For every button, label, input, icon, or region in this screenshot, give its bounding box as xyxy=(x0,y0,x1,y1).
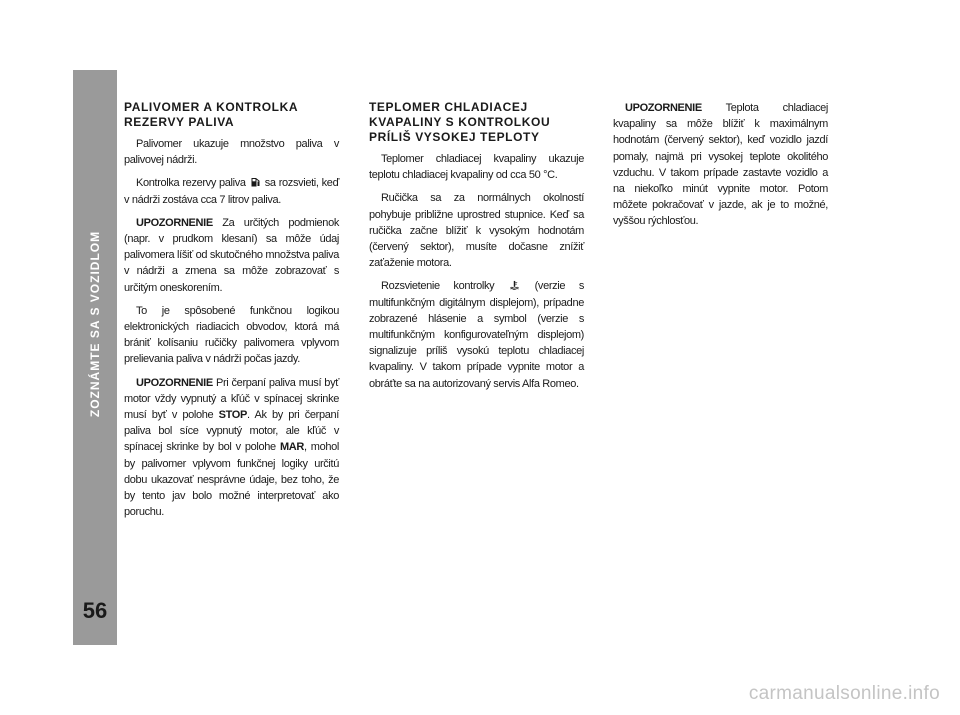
page-number: 56 xyxy=(82,598,108,623)
paragraph xyxy=(369,278,584,391)
paragraph: Teplomer chladiacej kvapaliny ukazuje teplotu chladiacej kvapaliny od cca 50 °C. xyxy=(369,153,584,182)
text: Teplota chladiacej kvapaliny sa môže blížiť k maximálnym hodnotám (červený sektor), keď vozidlo jazdí pomaly, najmä pri vysokej teplote okolitého vzduchu. V takom prípade zastavte vozidlo a na niekoľko minút vypnite motor. Potom môžete pokračovať v jazde, ak je to možné, vyššou rýchlosťou. xyxy=(613,102,828,228)
paragraph: Palivomer ukazuje množstvo paliva v palivovej nádrži. xyxy=(124,138,339,167)
text: Kontrolka rezervy paliva xyxy=(136,177,246,190)
key-position-stop: STOP xyxy=(218,409,247,422)
warning-label: UPOZORNENIE xyxy=(625,102,702,114)
heading-coolant-gauge: TEPLOMER CHLADIACEJ KVAPALINY S KONTROLKOU PRÍLIŠ VYSOKEJ TEPLOTY xyxy=(369,100,551,144)
coolant-temperature-icon xyxy=(510,280,519,290)
column-3 xyxy=(613,100,828,237)
column-2 xyxy=(369,100,584,399)
heading-fuel-gauge: PALIVOMER A KONTROLKA REZERVY PALIVA xyxy=(124,100,298,129)
paragraph xyxy=(124,175,339,207)
key-position-mar: MAR xyxy=(279,441,304,454)
column-1 xyxy=(124,100,339,527)
text: Pri čerpaní paliva musí byť motor vždy vypnutý a kľúč v spínacej skrinke musí byť v polohe xyxy=(124,376,339,422)
paragraph-warning xyxy=(124,215,339,296)
warning-label: UPOZORNENIE xyxy=(136,376,213,389)
text: sa rozsvieti, keď v nádrži zostáva cca 7 litrov paliva. xyxy=(124,177,339,206)
sidebar xyxy=(73,70,117,645)
fuel-pump-icon xyxy=(251,177,260,187)
paragraph: Ručička sa za normálnych okolností pohybuje približne uprostred stupnice. Keď sa ručička začne blížiť k vysokým hodnotám (červený sektor), musíte dočasne znížiť zaťaženie motora. xyxy=(369,192,584,270)
text: . Ak by pri čerpaní paliva bol síce vypnutý motor, ale kľúč v spínacej skrinke by bol v polohe xyxy=(124,409,339,454)
text: Za určitých podmienok (napr. v prudkom klesaní) sa môže údaj palivomera líšiť od skutočného množstva paliva v nádrži a zmena sa môže zobrazovať s určitým oneskorením. xyxy=(124,216,339,294)
paragraph-warning xyxy=(124,375,339,521)
text: (verzie s multifunkčným digitálnym displejom), prípadne zobrazené hlásenie a symbol (verzie s multifunkčným konfigurovateľným displejom) signalizuje príliš vysokú teplotu chladiacej kvapaliny. V takom prípade vypnite motor a obráťte sa na autorizovaný servis Alfa Romeo. xyxy=(369,280,584,390)
paragraph: To je spôsobené funkčnou logikou elektronických riadiacich obvodov, ktorá má brániť kolísaniu ručičky palivomera vplyvom prelievania paliva v nádrži počas jazdy. xyxy=(124,304,339,366)
text: , mohol by palivomer vplyvom funkčnej logiky určitú dobu ukazovať nesprávne údaje, bez toho, že by tento jav bolo možné interpretovať ako poruchu. xyxy=(124,441,339,519)
paragraph-warning xyxy=(613,100,828,230)
warning-label: UPOZORNENIE xyxy=(136,216,213,229)
text: Rozsvietenie kontrolky xyxy=(381,280,495,293)
watermark: carmanualsonline.info xyxy=(748,683,940,704)
section-title: ZOZNÁMTE SA S VOZIDLOM xyxy=(88,230,102,418)
